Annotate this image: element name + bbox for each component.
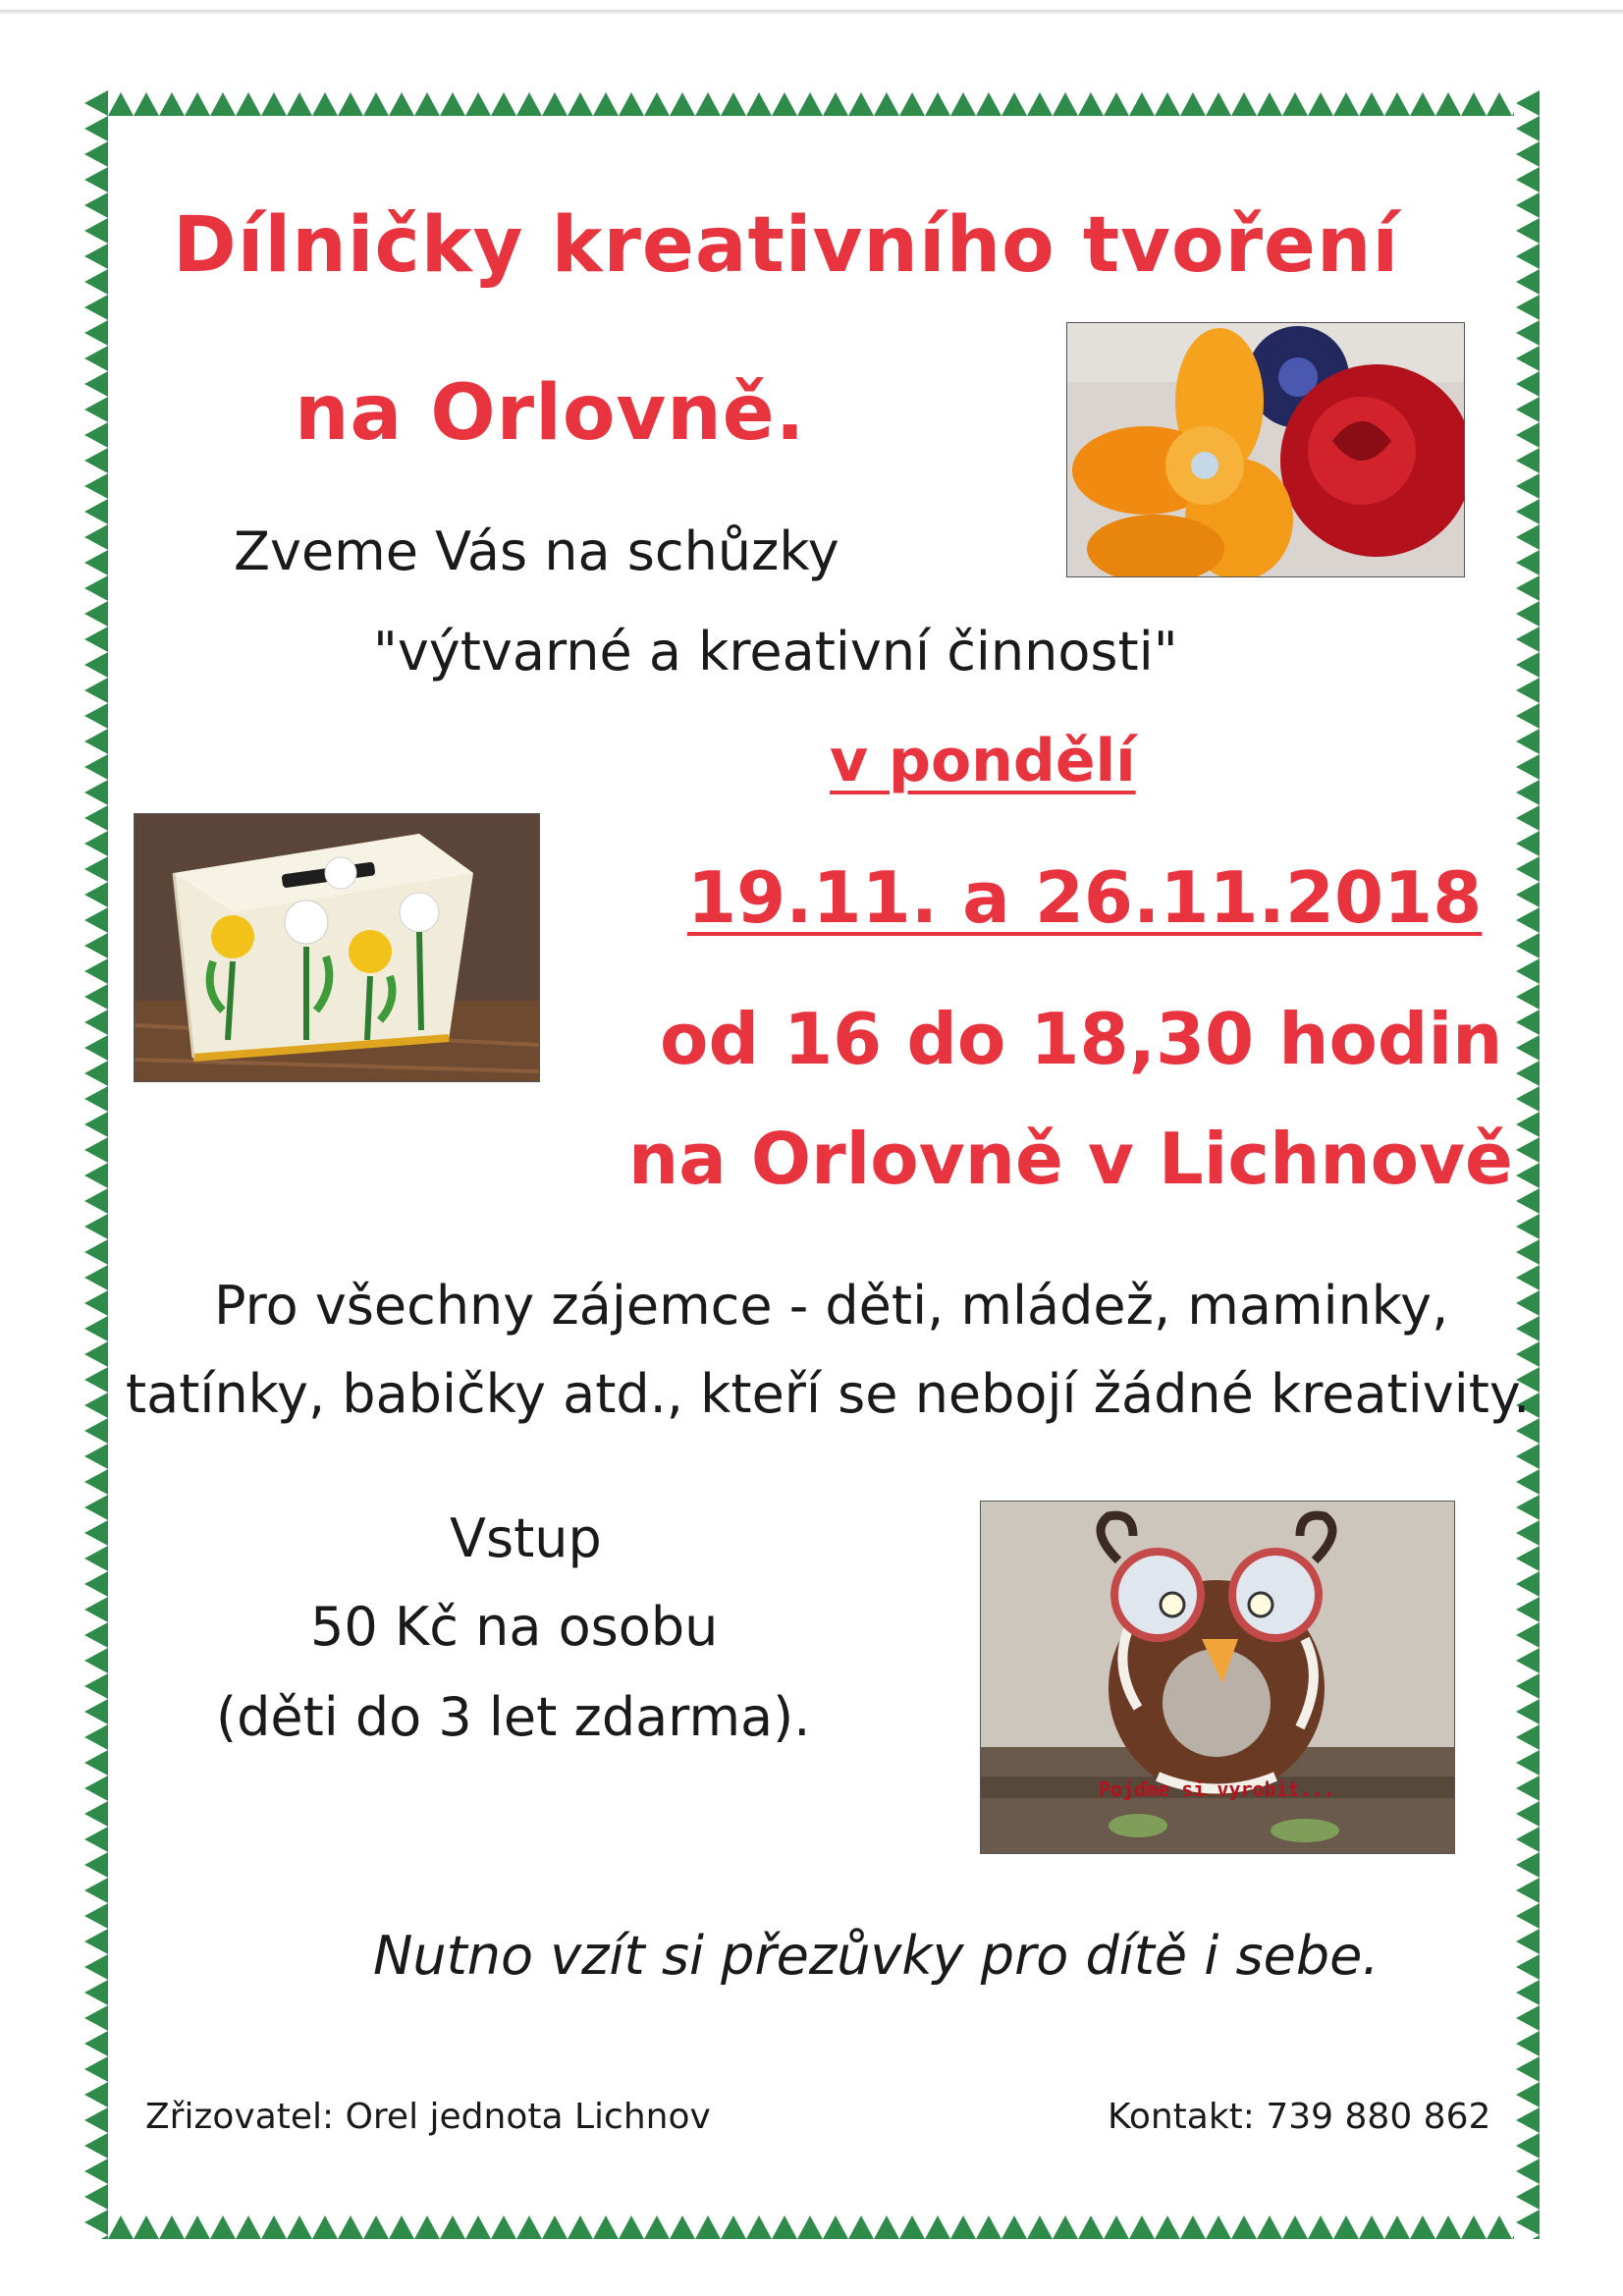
owl-photo-caption: Pojďme si vyrobit... — [1099, 1777, 1335, 1801]
schedule-time: od 16 do 18,30 hodin — [660, 998, 1503, 1080]
photo-owl-wreath — [980, 1501, 1455, 1854]
poster-title-line-1: Dílničky kreativního tvoření — [173, 201, 1400, 290]
photo-decoupage-box — [134, 813, 540, 1082]
scan-edge-line — [0, 10, 1623, 14]
entry-free-note: (děti do 3 let zdarma). — [216, 1686, 811, 1748]
audience-line-2: tatínky, babičky atd., kteří se nebojí žádné kreativity. — [126, 1363, 1531, 1425]
schedule-day: v pondělí — [830, 727, 1136, 795]
entry-price: 50 Kč na osobu — [310, 1596, 719, 1658]
schedule-place: na Orlovně v Lichnově — [628, 1118, 1513, 1200]
footer-organizer: Zřizovatel: Orel jednota Lichnov — [145, 2097, 711, 2137]
invite-line-1: Zveme Vás na schůzky — [234, 520, 839, 582]
decorative-border-bottom — [82, 2214, 1540, 2239]
schedule-dates: 19.11. a 26.11.2018 — [687, 856, 1483, 939]
invite-line-2: "výtvarné a kreativní činnosti" — [373, 621, 1178, 683]
decorative-border-left — [82, 90, 108, 2239]
shoes-note: Nutno vzít si přezůvky pro dítě i sebe. — [373, 1925, 1380, 1987]
decorative-border-top — [82, 90, 1540, 116]
footer-contact: Kontakt: 739 880 862 — [1108, 2097, 1491, 2137]
entry-label: Vstup — [450, 1507, 602, 1569]
audience-line-1: Pro všechny zájemce - děti, mládež, maminky, — [214, 1275, 1449, 1337]
photo-plastic-flowers — [1066, 322, 1465, 577]
decorative-border-right — [1514, 90, 1540, 2239]
poster-title-line-2: na Orlovně. — [295, 369, 806, 458]
